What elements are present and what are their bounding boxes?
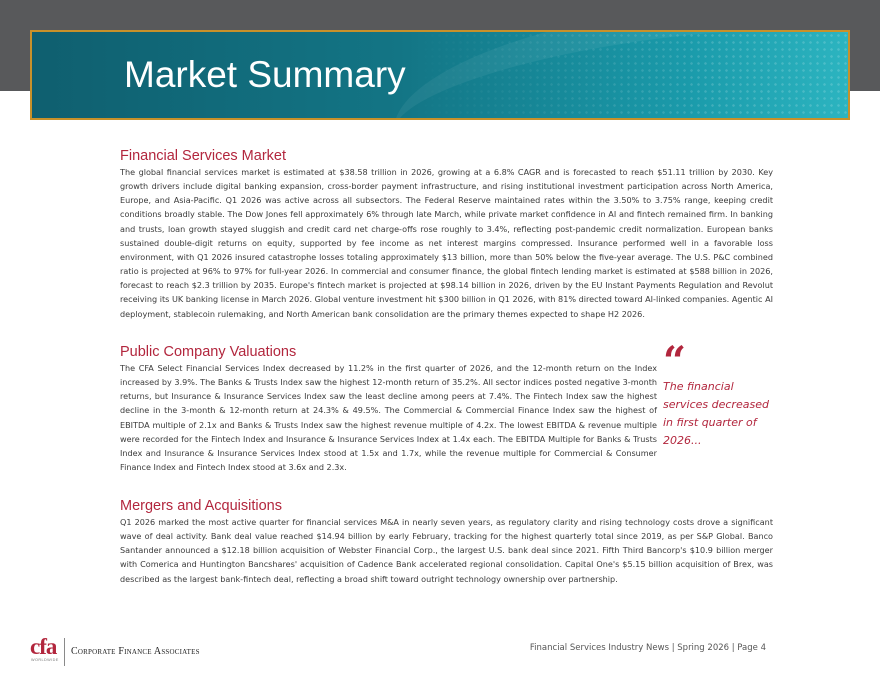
logo-divider	[64, 638, 65, 666]
banner-dot-pattern	[408, 32, 848, 118]
title-banner	[30, 30, 850, 120]
quote-mark-icon: “	[663, 338, 687, 385]
company-logo	[30, 634, 230, 666]
page-title: Market Summary	[124, 54, 406, 95]
financial-services-market-paragraph: The global financial services market is estimated at $38.58 trillion in 2026, growing at a 6.8% CAGR and is forecasted to reach $51.11 trillion by 2030. Key growth drivers include digital banking expansion, cross-border payment infrastructure, and rising institutional investment participation across North America, Europe, and Asia-Pacific. Q1 2026 was active across all subsectors. The Federal Reserve maintained rates within the 3.50% to 3.75% range, keeping credit conditions broadly stable. The Dow Jones fell approximately 6% through late March, while private market confidence in AI and fintech remained firm. In banking and trusts, loan growth stayed sluggish and credit card net charge-offs rose roughly to 3.4%, reflecting post-pandemic credit normalization. European banks sustained double-digit returns on equity, supported by fee income as net interest margins compressed. Insurance performed well in a favorable loss environment, with Q1 2026 insured catastrophe losses totaling approximately $13 billion, more than 50% below the five-year average. The U.S. P&C combined ratio is projected at 96% to 97% for full-year 2026. In commercial and consumer finance, the global fintech lending market is estimated at $588 billion in 2026, forecast to reach $2.3 trillion by 2035. Europe's fintech market is projected at $98.14 billion in 2026, driven by the EU Instant Payments Regulation and Revolut receiving its UK banking license in March 2026. Global venture investment hit $300 billion in Q1 2026, with 81% directed toward AI-linked companies. Agentic AI deployment, stablecoin rulemaking, and North American bank consolidation are the primary themes expected to shape H2 2026.	[120, 167, 773, 319]
footer-page-info: Financial Services Industry News | Spring 2026 | Page 4	[529, 643, 766, 653]
section-title-mergers-and-acquisitions: Mergers and Acquisitions	[120, 498, 282, 514]
company-name: Corporate Finance Associates	[71, 646, 200, 657]
section-title-financial-services-market: Financial Services Market	[120, 148, 286, 164]
public-company-valuations-paragraph: The CFA Select Financial Services Index decreased by 11.2% in the first quarter of 2026, and the 12-month return on the Index increased by 3.9%. The Banks & Trusts Index saw the highest 12-month return of 35.2%. All sector indices posted negative 3-month returns, but Insurance & Insurance Services Index saw the least decline among peers at 7.4%. The Fintech Index saw the highest decline in the 3-month & 12-month return at 24.3% & 49.5%. The Commercial & Commercial Finance Index saw the highest of EBITDA multiple of 2.1x and Banks & Trusts Index saw the highest revenue multiple of 4.2x. The lowest EBITDA & revenue multiple were recorded for the Fintech Index and Insurance & Insurance Services Index at 1.4x each. The EBITDA Multiple for Banks & Trusts Index and Insurance & Insurance Services Index stood at 1.5x and 1.7x, while the revenue multiple for Commercial & Consumer Finance Index and Fintech Index stood at 3.6x and 2.3x.	[120, 363, 657, 473]
pull-quote: The financial services decreased in first quarter of 2026...	[663, 380, 769, 447]
logo-subtitle: WORLDWIDE	[31, 658, 59, 662]
section-title-public-company-valuations: Public Company Valuations	[120, 344, 297, 360]
cfa-logo-mark: cfa	[30, 634, 57, 659]
mergers-and-acquisitions-paragraph: Q1 2026 marked the most active quarter for financial services M&A in nearly seven years, as regulatory clarity and rising technology costs drove a significant wave of deal activity. Bank deal value reached $14.94 billion by early February, tracking for the highest quarterly total since 2019, as per S&P Global. Banco Santander announced a $12.18 billion acquisition of Webster Financial Corp., the largest U.S. bank deal since 2021. Fifth Third Bancorp's $10.9 billion merger with Comerica and Huntington Bancshares' acquisition of Cadence Bank accelerated regional consolidation. Capital One's $5.15 billion acquisition of Brex, was described as the largest bank-fintech deal, reflecting a broad shift toward outright technology ownership over partnership.	[120, 517, 773, 584]
